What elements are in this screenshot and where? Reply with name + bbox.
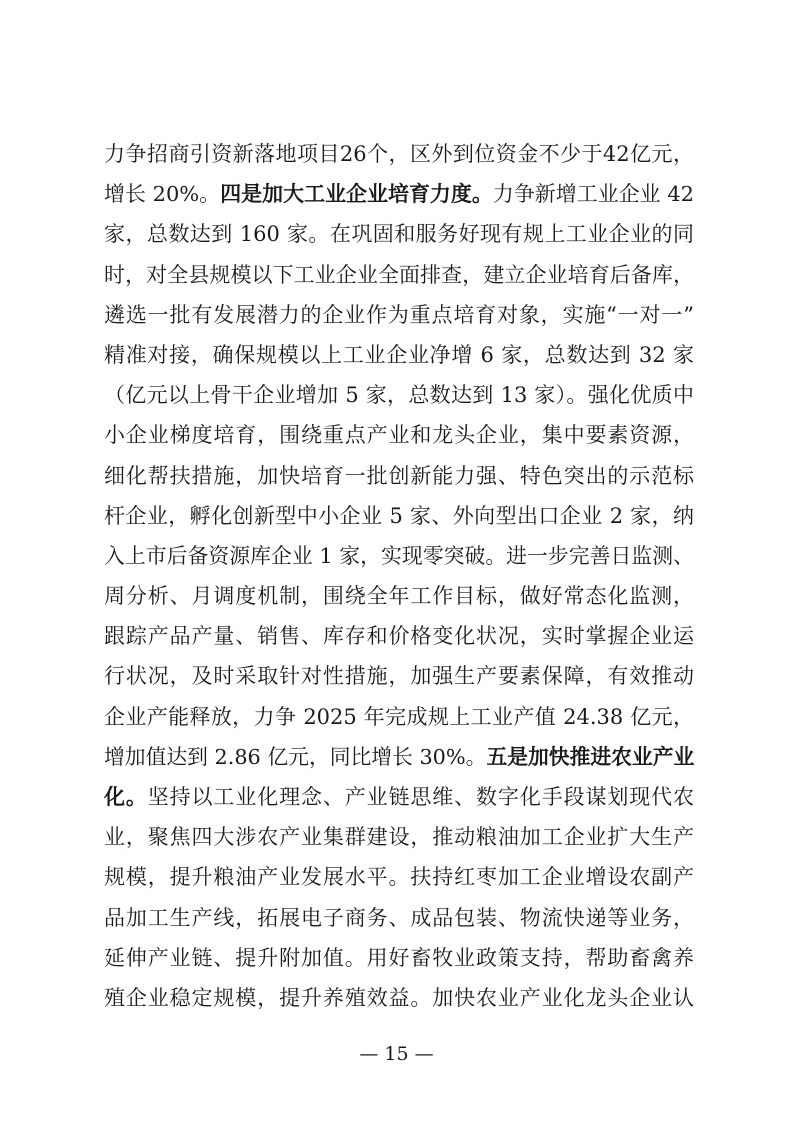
body-text-segment: 杆企业，孵化创新型中小企业 5 家、外向型出口企业 2 家，纳 [104,503,694,528]
body-text-segment: 殖企业稳定规模，提升养殖效益。加快农业产业化龙头企业认 [104,985,694,1010]
text-line [104,335,694,375]
text-line [104,656,694,696]
text-line [104,134,694,174]
text-line [104,496,694,536]
body-text-segment: 坚持以工业化理念、产业链思维、数字化手段谋划现代农 [147,785,695,809]
bold-heading-text: 四是加大工业企业培育力度。 [220,182,493,207]
text-line [104,817,694,857]
body-text-segment: 增加值达到 2.86 亿元，同比增长 30%。 [104,744,487,769]
text-line [104,375,694,415]
body-text-segment: 业，聚焦四大涉农产业集群建设，推动粮油加工企业扩大生产 [104,825,694,850]
text-line [104,214,694,254]
text-line [104,978,694,1018]
body-text-segment: 延伸产业链、提升附加值。用好畜牧业政策支持，帮助畜禽养 [104,945,694,970]
text-line [104,857,694,897]
text-line [104,737,694,777]
text-line [104,456,694,496]
body-text-segment: 小企业梯度培育，围绕重点产业和龙头企业，集中要素资源， [104,423,694,448]
text-line [104,255,694,295]
body-text-segment: （亿元以上骨干企业增加 5 家，总数达到 13 家）。强化优质中 [104,383,694,408]
body-text-segment: 家，总数达到 160 家。在巩固和服务好现有规上工业企业的同 [104,222,694,247]
body-text-segment: 遴选一批有发展潜力的企业作为重点培育对象，实施“一对一” [104,302,694,327]
body-text-segment: 力争招商引资新落地项目26个，区外到位资金不少于42亿元， [104,142,694,166]
text-line [104,415,694,455]
text-line [104,576,694,616]
text-line [104,938,694,978]
text-line [104,697,694,737]
text-line [104,777,694,817]
body-text-segment: 力争新增工业企业 42 [492,182,694,207]
body-text-segment: 规模，提升粮油产业发展水平。扶持红枣加工企业增设农副产 [104,865,694,890]
body-text-segment: 行状况，及时采取针对性措施，加强生产要素保障，有效推动 [104,664,694,689]
body-text-segment: 时，对全县规模以下工业企业全面排查，建立企业培育后备库， [104,262,694,287]
body-text-segment: 跟踪产品产量、销售、库存和价格变化状况，实时掌握企业运 [104,624,694,649]
text-line [104,536,694,576]
page-number: — 15 — [359,1043,434,1065]
body-text-segment: 精准对接，确保规模以上工业企业净增 6 家，总数达到 32 家 [104,342,694,367]
body-text-segment: 增长 20%。 [104,182,221,207]
bold-heading-text: 化。 [104,785,148,809]
text-line [104,174,694,214]
body-paragraph [104,134,694,1018]
body-text-segment: 企业产能释放，力争 2025 年完成规上工业产值 24.38 亿元， [104,704,694,729]
text-line [104,616,694,656]
body-text-segment: 品加工生产线，拓展电子商务、成品包装、物流快递等业务， [104,905,694,930]
body-text-segment: 入上市后备资源库企业 1 家，实现零突破。进一步完善日监测、 [104,543,694,568]
text-line [104,295,694,335]
body-text-segment: 细化帮扶措施，加快培育一批创新能力强、特色突出的示范标 [104,463,694,488]
body-text-segment: 周分析、月调度机制，围绕全年工作目标，做好常态化监测， [104,584,694,609]
text-line [104,898,694,938]
bold-heading-text: 五是加快推进农业产业 [486,744,695,769]
